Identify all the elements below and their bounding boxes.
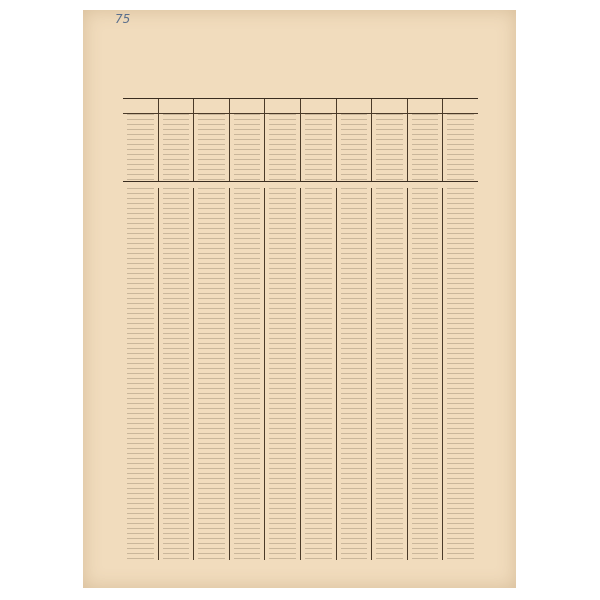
heading-line	[123, 77, 478, 86]
lower-table	[123, 188, 478, 560]
upper-table-column	[158, 99, 194, 181]
lower-table-column	[300, 188, 336, 560]
lower-table-column	[193, 188, 229, 560]
lower-table-column	[123, 188, 158, 560]
upper-table-column	[123, 99, 158, 181]
column-cells	[127, 114, 154, 181]
column-cells	[447, 114, 474, 181]
column-cells	[234, 114, 261, 181]
column-cells	[447, 188, 474, 560]
lower-table-column	[407, 188, 443, 560]
lower-table-column	[336, 188, 372, 560]
upper-table-column	[407, 99, 443, 181]
column-cells	[198, 114, 225, 181]
column-cells	[127, 188, 154, 560]
column-cells	[234, 188, 261, 560]
upper-table	[123, 98, 478, 182]
column-header	[265, 99, 300, 114]
column-cells	[412, 188, 439, 560]
column-header	[372, 99, 407, 114]
column-cells	[341, 114, 368, 181]
column-cells	[163, 114, 190, 181]
heading-line	[123, 64, 478, 73]
lower-table-caption	[123, 180, 478, 188]
column-cells	[305, 188, 332, 560]
column-header	[123, 99, 158, 114]
heading-line	[123, 38, 478, 47]
lower-table-column	[371, 188, 407, 560]
column-cells	[341, 188, 368, 560]
lower-table-column	[264, 188, 300, 560]
column-cells	[269, 114, 296, 181]
column-header	[443, 99, 478, 114]
column-cells	[305, 114, 332, 181]
heading-line	[123, 51, 478, 60]
lower-table-column	[442, 188, 478, 560]
lower-table-column	[158, 188, 194, 560]
upper-table-column	[264, 99, 300, 181]
column-header	[194, 99, 229, 114]
upper-table-column	[336, 99, 372, 181]
column-cells	[269, 188, 296, 560]
lower-table-column	[229, 188, 265, 560]
column-header	[301, 99, 336, 114]
upper-table-column	[300, 99, 336, 181]
column-cells	[163, 188, 190, 560]
document-page	[83, 10, 516, 588]
page-heading	[123, 38, 478, 98]
column-cells	[198, 188, 225, 560]
column-header	[159, 99, 194, 114]
upper-table-column	[371, 99, 407, 181]
handwritten-page-number: 75	[115, 12, 131, 26]
upper-table-column	[442, 99, 478, 181]
column-header	[230, 99, 265, 114]
upper-table-column	[229, 99, 265, 181]
column-header	[337, 99, 372, 114]
column-cells	[376, 188, 403, 560]
column-cells	[412, 114, 439, 181]
column-header	[408, 99, 443, 114]
upper-table-column	[193, 99, 229, 181]
column-cells	[376, 114, 403, 181]
